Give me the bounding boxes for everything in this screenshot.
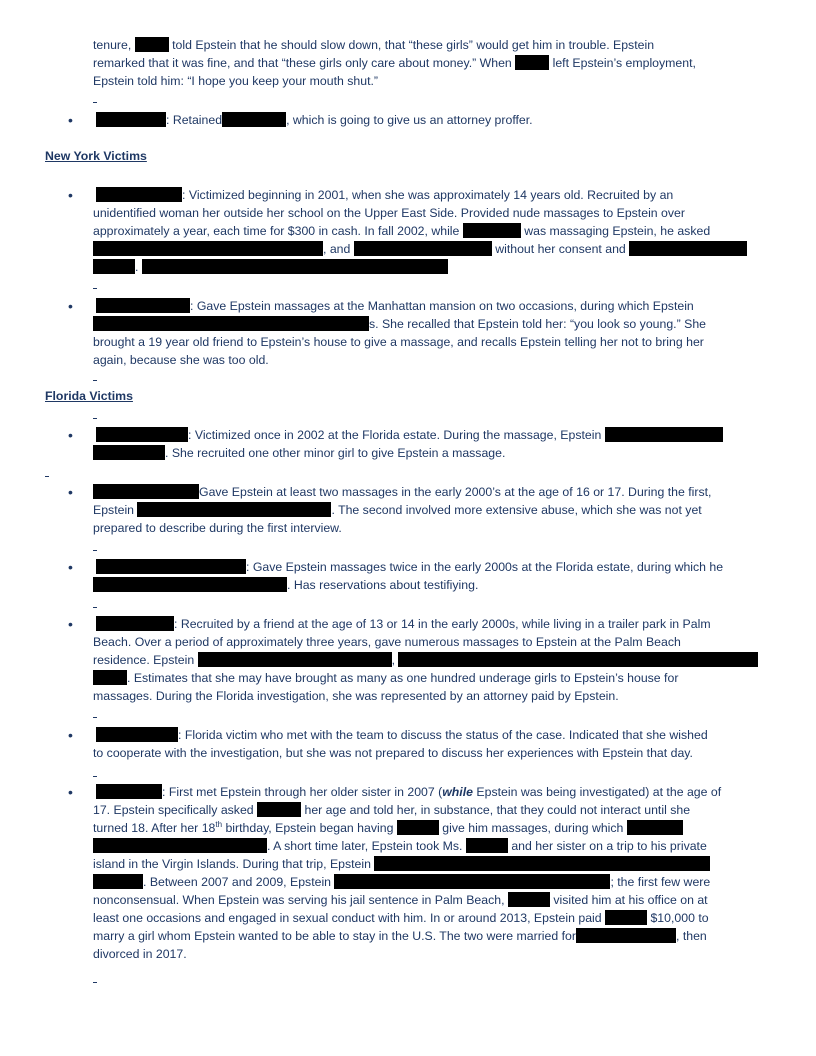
text: Epstein was being investigated) at the age of xyxy=(472,785,722,799)
text: prepared to describe during the first interview. xyxy=(93,521,342,535)
redaction xyxy=(96,298,190,313)
text: : First met Epstein through her older sister in 2007 ( xyxy=(162,785,443,799)
ny-victim-2 xyxy=(93,297,783,369)
intro-paragraph xyxy=(93,36,783,90)
mark xyxy=(93,550,97,551)
mark xyxy=(93,380,97,381)
text: told Epstein that he should slow down, that “these girls” would get him in trouble. Epstein xyxy=(172,38,655,52)
redaction xyxy=(96,616,174,631)
redaction xyxy=(137,502,331,517)
redaction xyxy=(93,577,287,592)
bullet-glyph: • xyxy=(68,727,73,743)
text: : Florida victim who met with the team to discuss the status of the case. Indicated that she wished xyxy=(178,728,708,742)
text: : Victimized beginning in 2001, when she was approximately 14 years old. Recruited by an xyxy=(182,188,674,202)
redaction xyxy=(96,559,246,574)
bullet-glyph: • xyxy=(68,616,73,632)
emphasis: while xyxy=(442,785,473,799)
bullet-glyph: • xyxy=(68,187,73,203)
text: . The second involved more extensive abuse, which she was not yet xyxy=(331,503,702,517)
fl-victim-3 xyxy=(93,558,783,594)
section-heading-new-york: New York Victims xyxy=(45,149,147,163)
text: nonconsensual. When Epstein was serving his jail sentence in Palm Beach, xyxy=(93,893,505,907)
text: , xyxy=(391,653,396,667)
mark xyxy=(93,418,97,419)
text: : Gave Epstein massages at the Manhattan mansion on two occasions, during which Epstein xyxy=(190,299,694,313)
redaction xyxy=(354,241,492,256)
redaction xyxy=(257,802,301,817)
text: again, because she was too old. xyxy=(93,353,269,367)
retained-item xyxy=(93,111,783,129)
redaction xyxy=(93,241,323,256)
redaction xyxy=(96,727,178,742)
redaction xyxy=(93,259,135,274)
text: s. She recalled that Epstein told her: “you look so young.” She xyxy=(369,317,706,331)
bullet-glyph: • xyxy=(68,112,73,128)
redaction xyxy=(397,820,439,835)
redaction xyxy=(576,928,676,943)
redaction xyxy=(142,259,448,274)
text: divorced in 2017. xyxy=(93,947,187,961)
redaction xyxy=(96,427,188,442)
superscript: th xyxy=(215,819,223,829)
mark xyxy=(45,476,49,477)
redaction xyxy=(93,484,199,499)
text: . Estimates that she may have brought as many as one hundred underage girls to Epstein’s house for xyxy=(127,671,679,685)
text: brought a 19 year old friend to Epstein’s house to give a massage, and recalls Epstein telling her not to bring her xyxy=(93,335,704,349)
text: Epstein told him: “I hope you keep your mouth shut.” xyxy=(93,74,379,88)
redaction xyxy=(93,838,267,853)
text: to cooperate with the investigation, but she was not prepared to discuss her experiences with Epstein that day. xyxy=(93,746,693,760)
text: without her consent and xyxy=(495,242,626,256)
text: : Retained xyxy=(166,113,223,127)
text: left Epstein’s employment, xyxy=(552,56,696,70)
text: ; the first few were xyxy=(610,875,711,889)
redaction xyxy=(605,427,723,442)
text: unidentified woman her outside her school on the Upper East Side. Provided nude massages to Epstein over xyxy=(93,206,685,220)
redaction xyxy=(93,670,127,685)
redaction xyxy=(93,316,369,331)
text: : Victimized once in 2002 at the Florida estate. During the massage, Epstein xyxy=(188,428,602,442)
text: birthday, Epstein began having xyxy=(222,821,394,835)
text: and her sister on a trip to his private xyxy=(511,839,707,853)
text: Beach. Over a period of approximately three years, gave numerous massages to Epstein at the Palm Beach xyxy=(93,635,681,649)
text: , then xyxy=(675,929,707,943)
text: approximately a year, each time for $300 in cash. In fall 2002, while xyxy=(93,224,460,238)
text: Gave Epstein at least two massages in the early 2000’s at the age of 16 or 17. During the first, xyxy=(199,485,712,499)
text: , and xyxy=(323,242,351,256)
text: . A short time later, Epstein took Ms. xyxy=(267,839,463,853)
fl-victim-5 xyxy=(93,726,783,762)
bullet-glyph: • xyxy=(68,298,73,314)
fl-victim-1 xyxy=(93,426,783,462)
redaction xyxy=(466,838,508,853)
bullet-glyph: • xyxy=(68,427,73,443)
fl-victim-4 xyxy=(93,615,783,705)
bullet-glyph: • xyxy=(68,559,73,575)
redaction xyxy=(222,112,286,127)
redaction xyxy=(627,820,683,835)
section-heading-florida: Florida Victims xyxy=(45,389,133,403)
text: her age and told her, in substance, that they could not interact until she xyxy=(304,803,691,817)
text: . Between 2007 and 2009, Epstein xyxy=(143,875,332,889)
mark xyxy=(93,982,97,983)
bullet-glyph: • xyxy=(68,784,73,800)
text: . She recruited one other minor girl to give Epstein a massage. xyxy=(165,446,506,460)
text: $10,000 to xyxy=(650,911,709,925)
redaction xyxy=(96,187,182,202)
redaction xyxy=(93,874,143,889)
mark xyxy=(93,288,97,289)
redaction xyxy=(135,37,169,52)
redaction xyxy=(96,784,162,799)
text: visited him at his office on at xyxy=(553,893,708,907)
redaction xyxy=(334,874,610,889)
redaction xyxy=(93,445,165,460)
text: , which is going to give us an attorney proffer. xyxy=(286,113,533,127)
redaction xyxy=(198,652,392,667)
redaction xyxy=(398,652,758,667)
text: marry a girl whom Epstein wanted to be able to stay in the U.S. The two were married for xyxy=(93,929,576,943)
text: Epstein xyxy=(93,503,135,517)
text: was massaging Epstein, he asked xyxy=(524,224,711,238)
redaction xyxy=(629,241,747,256)
text: 17. Epstein specifically asked xyxy=(93,803,254,817)
text: tenure, xyxy=(93,38,132,52)
text: island in the Virgin Islands. During that trip, Epstein xyxy=(93,857,371,871)
bullet-glyph: • xyxy=(68,484,73,500)
redaction xyxy=(508,892,550,907)
mark xyxy=(93,607,97,608)
redaction xyxy=(515,55,549,70)
text: turned 18. After her 18 xyxy=(93,821,216,835)
text: . Has reservations about testifiying. xyxy=(287,578,479,592)
text: : Recruited by a friend at the age of 13 or 14 in the early 2000s, while living in a trailer park in Palm xyxy=(174,617,711,631)
fl-victim-2 xyxy=(93,483,783,537)
text: least one occasions and engaged in sexual conduct with him. In or around 2013, Epstein paid xyxy=(93,911,602,925)
text: : Gave Epstein massages twice in the early 2000s at the Florida estate, during which he xyxy=(246,560,724,574)
mark xyxy=(93,776,97,777)
mark xyxy=(93,717,97,718)
mark xyxy=(93,102,97,103)
fl-victim-6 xyxy=(93,783,783,963)
text: residence. Epstein xyxy=(93,653,195,667)
text: give him massages, during which xyxy=(442,821,624,835)
text: remarked that it was fine, and that “these girls only care about money.” When xyxy=(93,56,512,70)
redaction xyxy=(96,112,166,127)
text: massages. During the Florida investigation, she was represented by an attorney paid by Epstein. xyxy=(93,689,619,703)
redaction xyxy=(374,856,710,871)
redaction xyxy=(605,910,647,925)
redaction xyxy=(463,223,521,238)
ny-victim-1 xyxy=(93,186,783,276)
text: . xyxy=(135,260,139,274)
